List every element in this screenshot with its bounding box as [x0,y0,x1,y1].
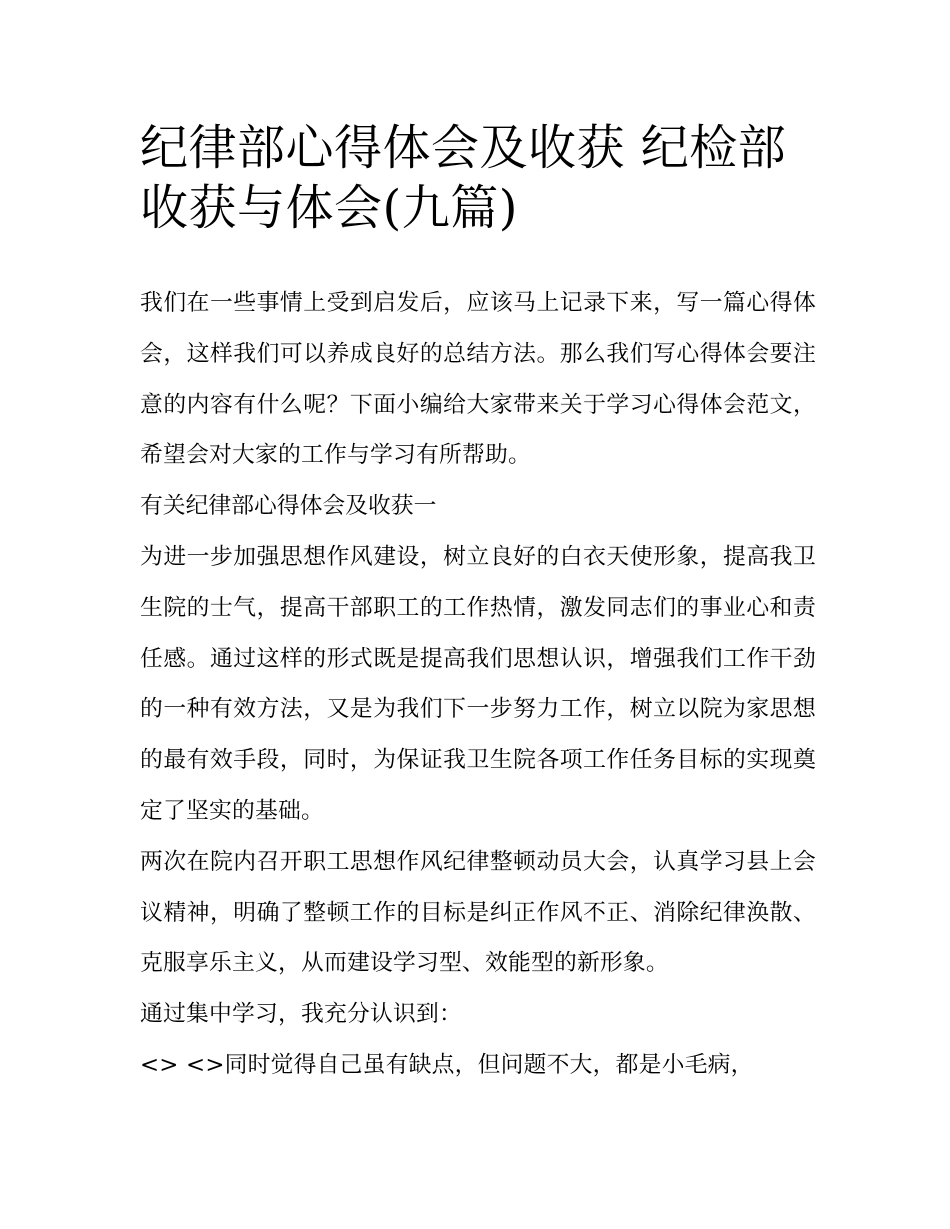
paragraph-3: 通过集中学习，我充分认识到： [140,1001,462,1028]
document-body [140,278,816,1091]
paragraph-1: 为进一步加强思想作风建设，树立良好的白衣天使形象，提高我卫生院的士气，提高干部职工的工作热情，激发同志们的事业心和责任感。通过这样的形式既是提高我们思想认识，增强我们工作干劲的一种有效方法，又是为我们下一步努力工作，树立以院为家思想的最有效手段，同时，为保证我卫生院各项工作任务目标的实现奠定了坚实的基础。 [140,543,816,824]
paragraph-4: <> <>同时觉得自己虽有缺点，但问题不大，都是小毛病， [140,1051,754,1078]
document-title: 纪律部心得体会及收获 纪检部收获与体会(九篇) [140,120,787,236]
paragraph-2: 两次在院内召开职工思想作风纪律整顿动员大会，认真学习县上会议精神，明确了整顿工作的目标是纠正作风不正、消除纪律涣散、克服享乐主义，从而建设学习型、效能型的新形象。 [140,848,816,977]
intro-paragraph: 我们在一些事情上受到启发后，应该马上记录下来，写一篇心得体会，这样我们可以养成良好的总结方法。那么我们写心得体会要注意的内容有什么呢？下面小编给大家带来关于学习心得体会范文，希望会对大家的工作与学习有所帮助。 [140,290,816,469]
section-heading: 有关纪律部心得体会及收获一 [140,493,437,520]
